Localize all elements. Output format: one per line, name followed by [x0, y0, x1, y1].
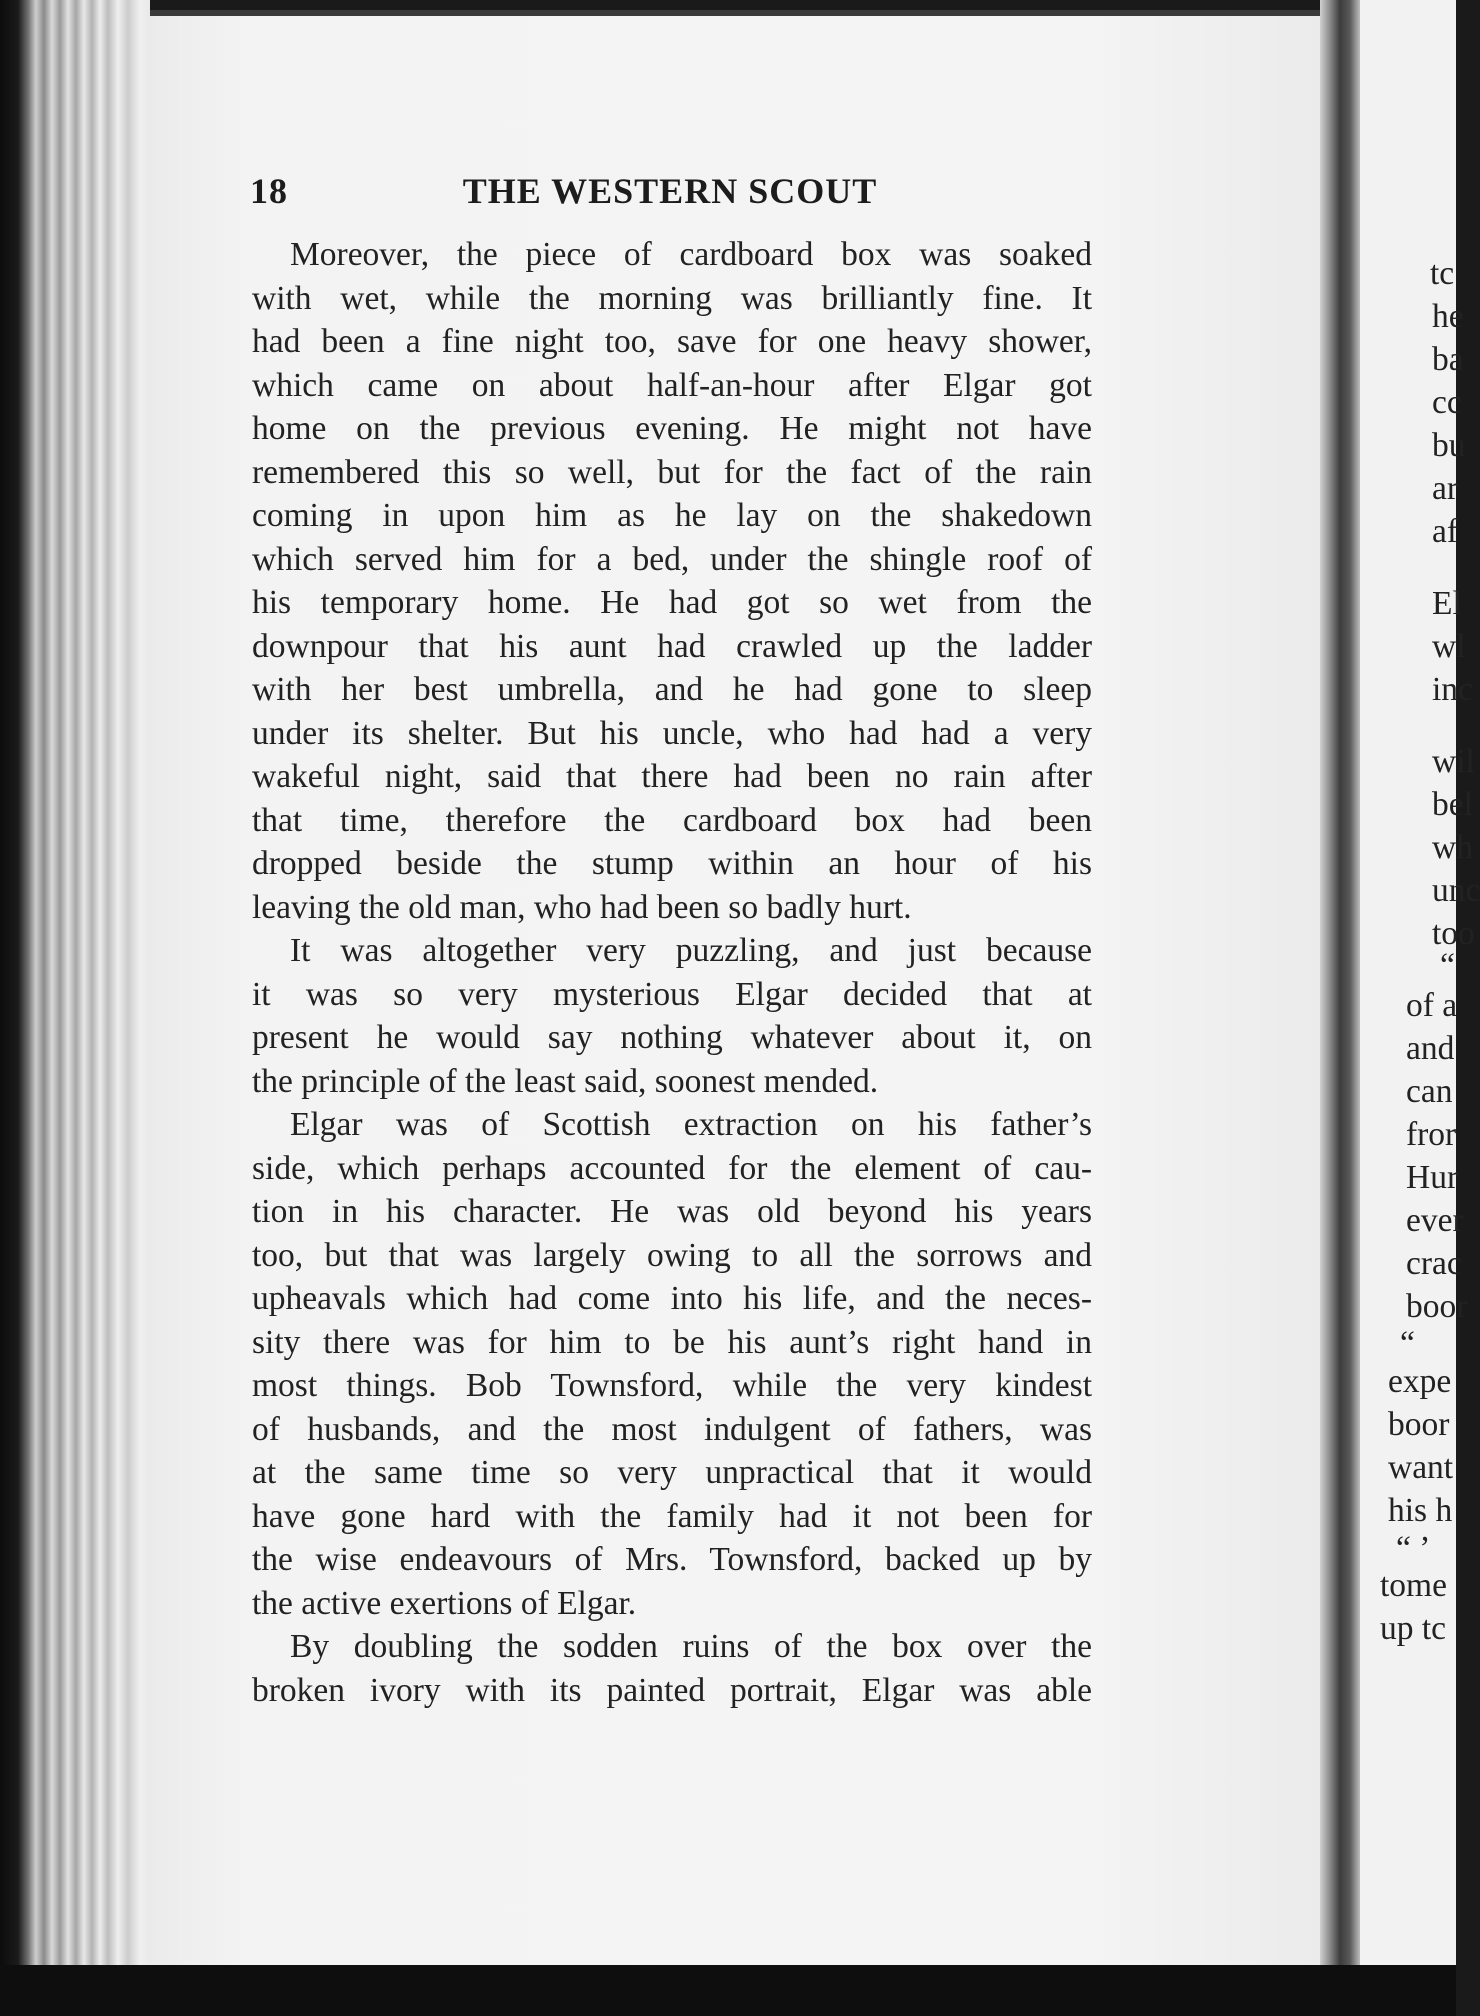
- text-line: Moreover, the piece of cardboard box was soaked: [290, 236, 1092, 273]
- facing-page-text-fragment: “: [1440, 947, 1455, 984]
- text-line: his temporary home. He had got so wet from the: [252, 584, 1092, 621]
- book-page-edges: [0, 0, 150, 2016]
- text-line: with her best umbrella, and he had gone to sleep: [252, 671, 1092, 708]
- text-line: the principle of the least said, soonest mended.: [252, 1062, 879, 1100]
- scan-bottom-border: [0, 1965, 1456, 2016]
- text-line: dropped beside the stump within an hour of his: [252, 845, 1092, 882]
- text-line: present he would say nothing whatever about it, on: [252, 1019, 1092, 1056]
- facing-page-text-fragment: “: [1400, 1325, 1415, 1362]
- facing-page-text-fragment: his h: [1388, 1492, 1453, 1529]
- text-line: too, but that was largely owing to all the sorrows and: [252, 1236, 1092, 1274]
- facing-page-text-fragment: wil: [1432, 743, 1475, 780]
- text-line: with wet, while the morning was brilliantly fine. It: [252, 279, 1092, 317]
- text-line: which came on about half-an-hour after Elgar got: [252, 366, 1092, 404]
- facing-page-text-fragment: and: [1406, 1030, 1455, 1067]
- text-line: remembered this so well, but for the fact of the rain: [252, 453, 1092, 491]
- facing-page-text-fragment: El: [1432, 585, 1462, 622]
- text-line: which served him for a bed, under the shingle roof of: [252, 540, 1092, 578]
- facing-page-text-fragment: ever: [1406, 1202, 1464, 1239]
- facing-page-text-fragment: inc: [1432, 671, 1473, 708]
- facing-page-text-fragment: tc: [1430, 255, 1455, 292]
- text-line: the wise endeavours of Mrs. Townsford, backed up by: [252, 1541, 1092, 1578]
- facing-page-text-fragment: he: [1432, 298, 1464, 335]
- text-line: side, which perhaps accounted for the element of cau-: [252, 1149, 1092, 1187]
- facing-page-text-fragment: wh: [1432, 829, 1473, 866]
- facing-page-text-fragment: tome: [1380, 1567, 1447, 1604]
- text-line: sity there was for him to be his aunt’s right hand in: [252, 1323, 1092, 1361]
- text-line: that time, therefore the cardboard box had been: [252, 801, 1092, 839]
- text-line: By doubling the sodden ruins of the box over the: [290, 1628, 1092, 1665]
- facing-page-text-fragment: crac: [1406, 1245, 1462, 1282]
- facing-page-text-fragment: bu: [1432, 427, 1466, 464]
- facing-page-text-fragment: expe: [1388, 1363, 1452, 1400]
- facing-page-text-fragment: up tc: [1380, 1610, 1447, 1647]
- facing-page: [1360, 0, 1480, 1975]
- facing-page-text-fragment: fror: [1406, 1116, 1457, 1153]
- facing-page-text-fragment: wl: [1432, 628, 1466, 665]
- body-text: [252, 233, 1092, 1712]
- facing-page-text-fragment: ba: [1432, 341, 1464, 378]
- facing-page-text-fragment: af: [1432, 513, 1459, 550]
- facing-page-text-fragment: bel: [1432, 786, 1473, 823]
- text-line: had been a fine night too, save for one heavy shower,: [252, 323, 1092, 360]
- book-gutter: [1320, 0, 1360, 2016]
- facing-page-text-fragment: too: [1432, 915, 1475, 952]
- text-line: tion in his character. He was old beyond his years: [252, 1193, 1092, 1230]
- text-line: broken ivory with its painted portrait, Elgar was able: [252, 1671, 1092, 1709]
- facing-page-text-fragment: cc: [1432, 384, 1462, 421]
- facing-page-text-fragment: want: [1388, 1449, 1454, 1486]
- facing-page-text-fragment: boor: [1388, 1406, 1450, 1443]
- facing-page-text-fragment: can: [1406, 1073, 1453, 1110]
- paragraph: [252, 1103, 1092, 1625]
- text-line: Elgar was of Scottish extraction on his father’s: [290, 1106, 1092, 1143]
- paragraph: [252, 1625, 1092, 1712]
- facing-page-text-fragment: of a: [1406, 987, 1458, 1024]
- text-line: downpour that his aunt had crawled up the ladder: [252, 627, 1092, 665]
- text-line: of husbands, and the most indulgent of fathers, was: [252, 1410, 1092, 1448]
- text-line: It was altogether very puzzling, and just because: [290, 932, 1092, 969]
- text-line: upheavals which had come into his life, and the neces-: [252, 1280, 1092, 1317]
- text-line: have gone hard with the family had it not been for: [252, 1497, 1092, 1535]
- text-line: home on the previous evening. He might not have: [252, 410, 1092, 447]
- running-head: [250, 170, 1090, 220]
- paragraph: [252, 233, 1092, 929]
- text-line: the active exertions of Elgar.: [252, 1584, 637, 1622]
- text-line: coming in upon him as he lay on the shakedown: [252, 497, 1092, 534]
- facing-page-text-fragment: boor: [1406, 1288, 1468, 1325]
- paragraph: [252, 929, 1092, 1103]
- text-line: it was so very mysterious Elgar decided that at: [252, 975, 1092, 1013]
- facing-page-text-fragment: “ ’: [1396, 1530, 1431, 1567]
- text-line: leaving the old man, who had been so badly hurt.: [252, 888, 912, 926]
- text-line: wakeful night, said that there had been no rain after: [252, 758, 1092, 795]
- book-title: THE WESTERN SCOUT: [462, 171, 878, 211]
- page-number: 18: [250, 171, 288, 211]
- facing-page-text-fragment: Hur: [1406, 1159, 1459, 1196]
- facing-page-text-fragment: unc: [1432, 872, 1480, 909]
- text-line: at the same time so very unpractical that it would: [252, 1454, 1092, 1491]
- text-line: under its shelter. But his uncle, who had had a very: [252, 714, 1092, 752]
- facing-page-text-fragment: ar: [1432, 470, 1459, 507]
- text-line: most things. Bob Townsford, while the very kindest: [252, 1367, 1092, 1404]
